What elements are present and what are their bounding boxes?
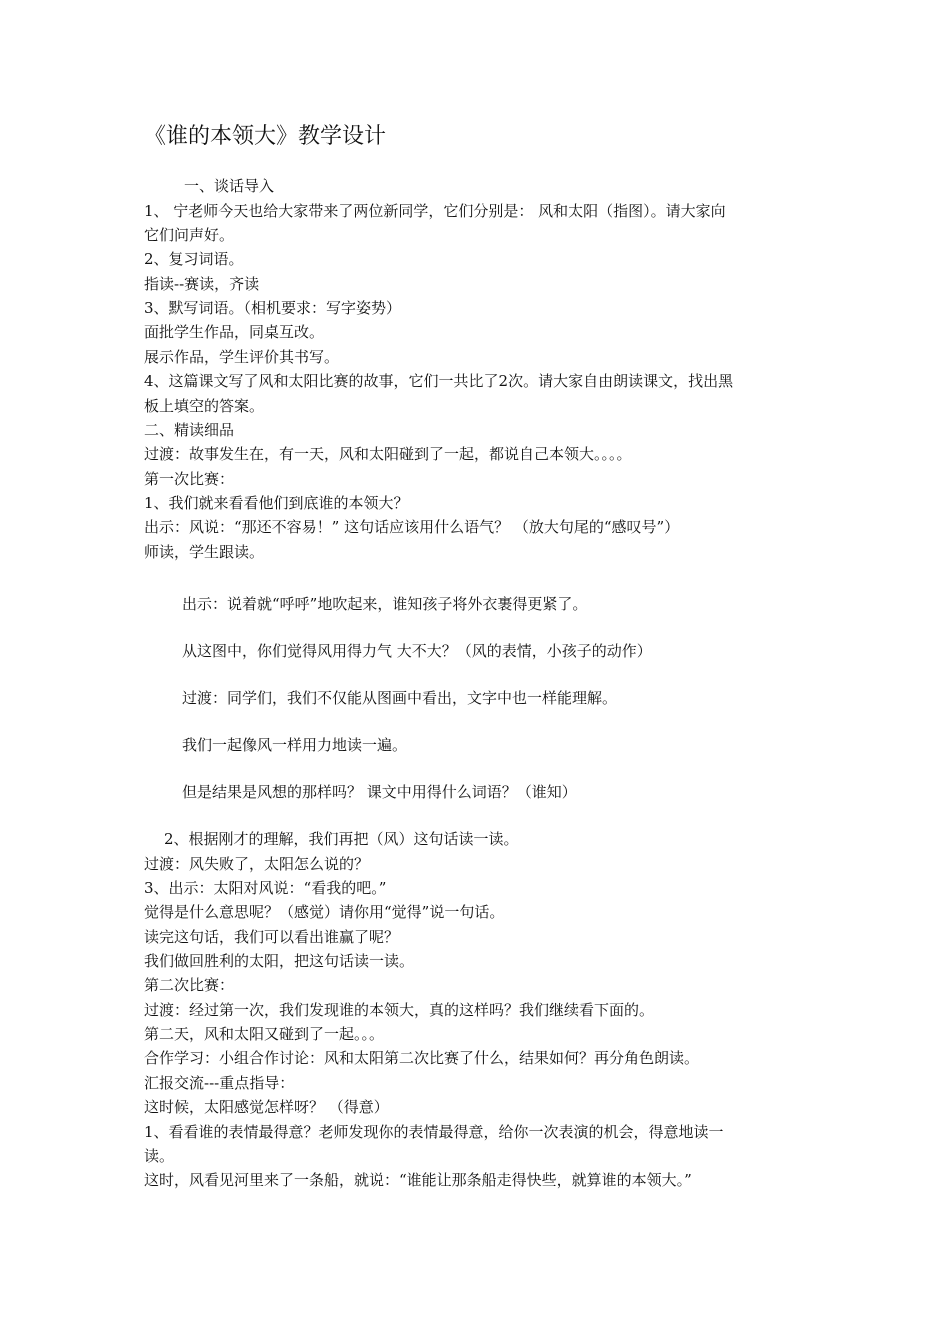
paragraph-line: 觉得是什么意思呢？（感觉）请你用“觉得”说一句话。 [144,903,505,921]
section-heading: 一、谈话导入 [184,177,275,195]
paragraph-line: 4、这篇课文写了风和太阳比赛的故事，它们一共比了2次。请大家自由朗读课文，找出黑 [144,372,734,390]
paragraph-line: 第一次比赛： [144,470,235,488]
paragraph-line: 指读--赛读，齐读 [144,275,260,293]
paragraph-line: 读完这句话，我们可以看出谁赢了呢？ [144,928,400,946]
section-heading: 二、精读细品 [144,421,235,439]
paragraph-line: 板上填空的答案。 [144,397,265,415]
paragraph-line: 2、根据刚才的理解，我们再把（风）这句话读一读。 [164,830,519,848]
paragraph-line: 面批学生作品，同桌互改。 [144,323,325,341]
paragraph-line: 3、出示：太阳对风说：“看我的吧。” [144,879,387,897]
paragraph-line: 过渡：故事发生在，有一天，风和太阳碰到了一起，都说自己本领大。。。。 [144,445,632,463]
paragraph-line: 我们一起像风一样用力地读一遍。 [182,736,408,754]
paragraph-line: 1、我们就来看看他们到底谁的本领大？ [144,494,409,512]
paragraph-line: 1、 宁老师今天也给大家带来了两位新同学，它们分别是： 风和太阳（指图）。请大家向 [144,202,726,220]
paragraph-line: 展示作品，学生评价其书写。 [144,348,340,366]
paragraph-line: 第二次比赛： [144,976,235,994]
paragraph-line: 1、看看谁的表情最得意？老师发现你的表情最得意，给你一次表演的机会，得意地读一 [144,1123,724,1141]
paragraph-line: 师读，学生跟读。 [144,543,265,561]
document-title: 《谁的本领大》教学设计 [144,124,387,149]
paragraph-line: 出示：风说：“那还不容易！” 这句话应该用什么语气？ （放大句尾的“感叹号”） [144,518,680,536]
paragraph-line: 出示：说着就“呼呼”地吹起来，谁知孩子将外衣裹得更紧了。 [182,595,588,613]
paragraph-line: 但是结果是风想的那样吗？ 课文中用得什么词语？（谁知） [182,783,577,801]
paragraph-line: 它们问声好。 [144,226,235,244]
paragraph-line: 从这图中，你们觉得风用得力气 大不大？（风的表情，小孩子的动作） [182,642,652,660]
paragraph-line: 读。 [144,1147,175,1165]
paragraph-line: 过渡：经过第一次，我们发现谁的本领大，真的这样吗？我们继续看下面的。 [144,1001,655,1019]
paragraph-line: 这时，风看见河里来了一条船，就说：“谁能让那条船走得快些，就算谁的本领大。” [144,1171,692,1189]
paragraph-line: 这时候，太阳感觉怎样呀？ （得意） [144,1098,389,1116]
paragraph-line: 汇报交流---重点指导： [144,1074,295,1092]
paragraph-line: 3、默写词语。（相机要求：写字姿势） [144,299,402,317]
paragraph-line: 合作学习：小组合作讨论：风和太阳第二次比赛了什么，结果如何？再分角色朗读。 [144,1049,700,1067]
paragraph-line: 第二天，风和太阳又碰到了一起。。。 [144,1025,385,1043]
paragraph-line: 过渡：同学们，我们不仅能从图画中看出，文字中也一样能理解。 [182,689,618,707]
paragraph-line: 2、复习词语。 [144,250,244,268]
paragraph-line: 过渡：风失败了，太阳怎么说的？ [144,855,370,873]
paragraph-line: 我们做回胜利的太阳，把这句话读一读。 [144,952,415,970]
